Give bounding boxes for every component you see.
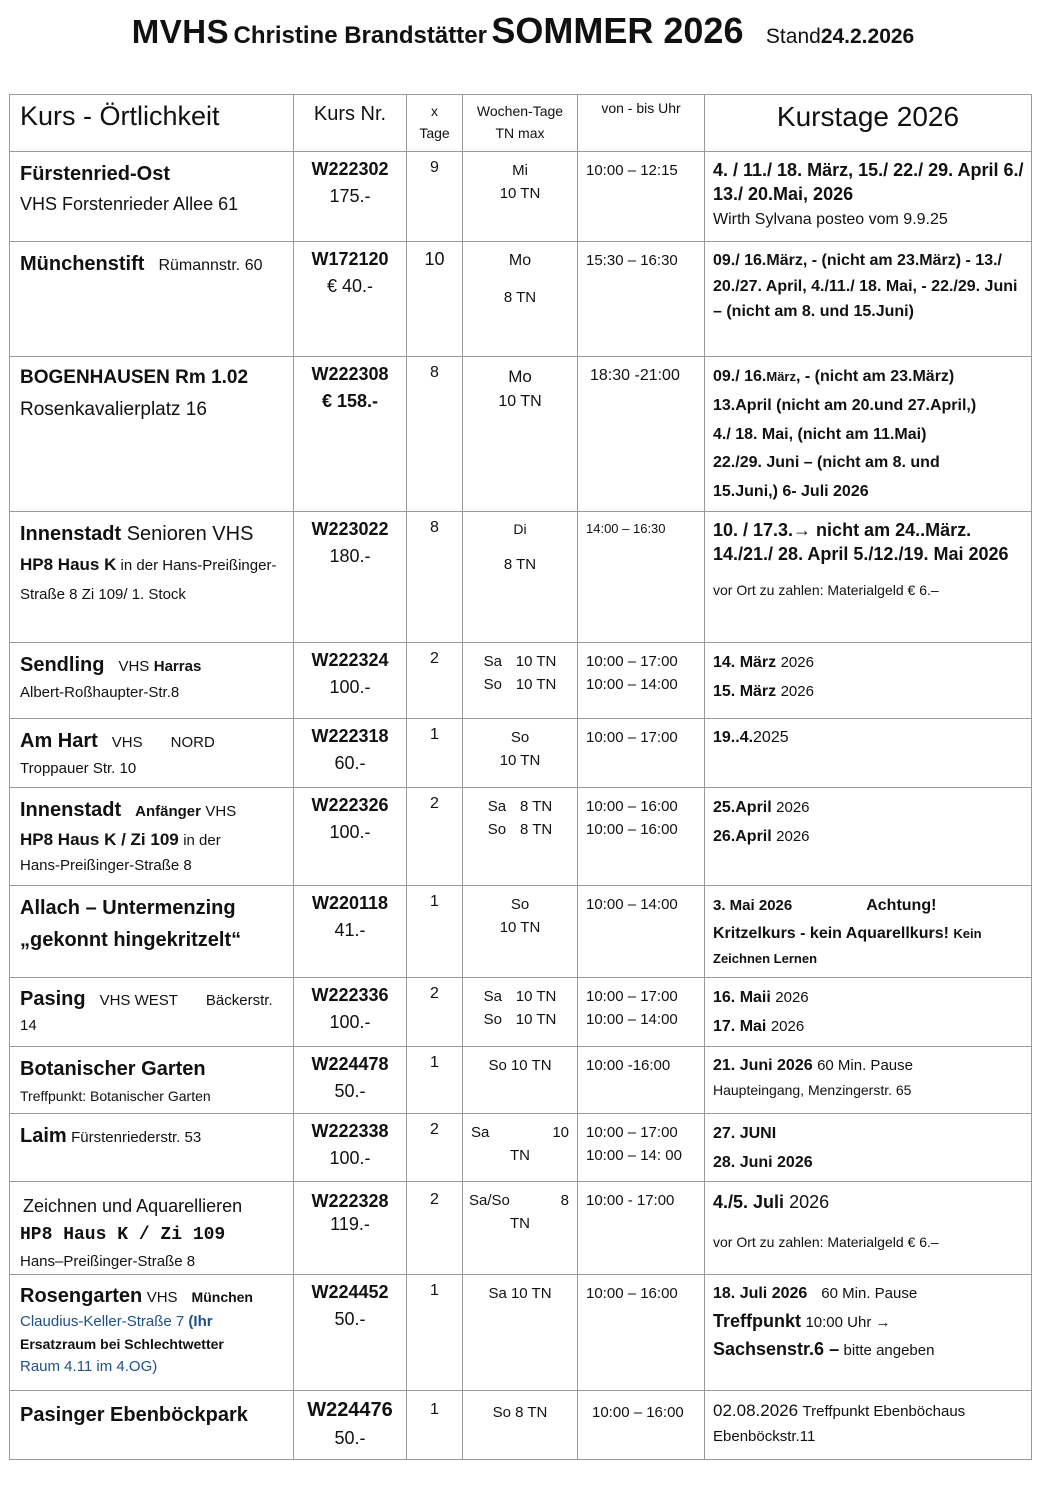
course-nr: W222308: [311, 364, 389, 384]
course-nr-cell: [294, 1391, 407, 1460]
dates-cell: [705, 978, 1032, 1047]
weekday-cell: [463, 1114, 578, 1182]
weekday-cell: [463, 357, 578, 512]
time-range: 10:00 – 12:15: [578, 152, 705, 242]
time-range-2: 10:00 – 16:00: [586, 821, 678, 839]
location-cell: [10, 1114, 294, 1182]
header-time: von - bis Uhr: [578, 95, 705, 152]
course-nr-cell: [294, 357, 407, 512]
location-cell: [10, 1275, 294, 1391]
table-row: [10, 1047, 1032, 1114]
weekday: Mi: [512, 162, 528, 179]
tn-max: 10 TN: [499, 919, 541, 937]
date-2: 17. Mai: [713, 1017, 767, 1035]
location-title: Botanischer Garten: [20, 1058, 206, 1080]
time-range-1: 10:00 – 17:00: [586, 988, 678, 1005]
course-nr: W222336: [311, 985, 389, 1005]
tn-max-1: 8 TN: [519, 798, 553, 815]
dates-cell: [705, 512, 1032, 643]
table-row: [10, 886, 1032, 978]
table-row: [10, 152, 1032, 242]
location-level: Anfänger: [135, 803, 201, 820]
header-weekdays: [463, 95, 578, 152]
tn-max-2: TN: [510, 1147, 530, 1165]
date-1: 21. Juni 2026: [713, 1057, 813, 1074]
time-cell: [578, 788, 705, 886]
title-date: 24.2.2026: [820, 25, 915, 48]
weekday-1: Sa/So: [469, 1192, 510, 1209]
course-note-2: Kein Zeichnen Lernen: [713, 925, 982, 967]
course-nr: W224478: [311, 1054, 389, 1074]
header-location: Kurs - Örtlichkeit: [10, 95, 294, 152]
location-title: Allach – Untermenzing: [20, 897, 236, 919]
location-cell: [10, 357, 294, 512]
course-price: 50.-: [334, 1428, 366, 1448]
header-x: [407, 95, 463, 152]
course-nr: W222326: [311, 795, 389, 815]
location-title: Münchenstift: [20, 253, 145, 275]
weekday-cell: [463, 1182, 578, 1275]
table-row: [10, 512, 1032, 643]
time-cell: [578, 643, 705, 719]
location-note: Ersatzraum bei Schlechtwetter: [20, 1335, 224, 1352]
location-cell: [10, 242, 294, 357]
location-title: Sendling: [20, 654, 105, 676]
location-address: Bäckerstr. 14: [20, 992, 273, 1034]
dates-cell: [705, 1047, 1032, 1114]
meeting-point: Treffpunkt Ebenböchaus: [802, 1403, 966, 1420]
course-note: vor Ort zu zahlen: Materialgeld € 6.–: [713, 1233, 939, 1250]
dates-cell: [705, 643, 1032, 719]
weekday: So: [510, 729, 530, 746]
days-count: 1: [407, 886, 463, 978]
header-tnmax-label: TN max: [495, 125, 545, 142]
weekday-2: So: [483, 676, 502, 694]
location-address: VHS Forstenrieder Allee 61: [20, 194, 239, 214]
time-range: 18:30 -21:00: [578, 357, 705, 512]
course-price: 50.-: [334, 1081, 366, 1101]
time-range: 10:00 – 14:00: [578, 886, 705, 978]
course-price: 60.-: [334, 753, 366, 773]
time-range-2: 10:00 – 14:00: [586, 676, 678, 694]
location-vhs: VHS: [205, 803, 237, 820]
weekday-2: So: [487, 821, 507, 839]
location-vhs: VHS: [111, 734, 143, 751]
header-tage-label: Tage: [419, 125, 450, 142]
location-cell: [10, 978, 294, 1047]
dates-cell: [705, 788, 1032, 886]
title-teacher: Christine Brandstätter: [233, 22, 487, 49]
course-price: € 40.-: [326, 276, 374, 296]
weekday-cell: [463, 643, 578, 719]
course-price: 175.-: [329, 186, 371, 206]
course-price: 119.-: [330, 1214, 370, 1235]
location-address: in der Hans-Preißinger-Straße 8 Zi 109/ 1. Stock: [20, 557, 277, 603]
location-title: BOGENHAUSEN Rm 1.02: [20, 367, 249, 388]
course-nr-cell: [294, 1275, 407, 1391]
time-range-1: 10:00 – 17:00: [586, 1124, 678, 1141]
meeting-address: Ebenböckstr.11: [713, 1427, 816, 1445]
location-title: Pasing: [20, 988, 86, 1010]
header-weekdays-label: Wochen-Tage: [476, 103, 564, 119]
weekday-cell: [463, 1047, 578, 1114]
date-2-year: 2026: [776, 827, 810, 845]
dates-cell: [705, 357, 1032, 512]
course-nr: W222328: [311, 1191, 389, 1211]
days-count: 8: [407, 357, 463, 512]
course-nr: W224476: [307, 1399, 393, 1421]
location-vhs: VHS: [146, 1289, 178, 1306]
location-note-open: (Ihr: [188, 1313, 213, 1330]
dates-cell: [705, 1182, 1032, 1275]
dates-cell: [705, 1275, 1032, 1391]
location-address: Troppauer Str. 10: [20, 760, 137, 777]
time-cell: [578, 1114, 705, 1182]
course-nr-cell: [294, 1114, 407, 1182]
location-address: Rosenkavalierplatz 16: [20, 399, 207, 421]
location-district: NORD: [170, 734, 215, 751]
location-cell: [10, 1182, 294, 1275]
location-cell: [10, 152, 294, 242]
time-range: 14:00 – 16:30: [578, 512, 705, 643]
location-cell: [10, 788, 294, 886]
meeting-time: 10:00 Uhr →: [805, 1313, 891, 1331]
location-address: Rümannstr. 60: [158, 257, 263, 274]
location-district: Harras: [153, 658, 202, 675]
weekday-cell: [463, 1391, 578, 1460]
weekday-cell: [463, 719, 578, 788]
location-title: Am Hart: [20, 730, 98, 752]
course-nr: W222318: [311, 726, 389, 746]
date-1: 19..4.: [713, 729, 754, 746]
tn-max-2: TN: [510, 1215, 530, 1233]
weekday-cell: [463, 788, 578, 886]
dates-line-2: 14./21./ 28. April 5./12./19. Mai 2026: [713, 544, 1009, 565]
location-meetingpoint: Treffpunkt: Botanischer Garten: [20, 1088, 211, 1104]
meeting-address: Sachsenstr.6 –: [713, 1339, 840, 1360]
dates-line-1: 10. / 17.3.→ nicht am 24..März.: [713, 520, 972, 540]
dates-line-4: 22./29. Juni – (nicht am 8. und: [713, 454, 940, 472]
pause-note: 60 Min. Pause: [821, 1285, 918, 1302]
days-count: 8: [407, 512, 463, 643]
date-1-year: 2026: [776, 799, 810, 816]
time-range: 10:00 – 16:00: [578, 1391, 705, 1460]
course-nr-cell: [294, 242, 407, 357]
days-count: 10: [407, 242, 463, 357]
table-header-row: [10, 95, 1032, 152]
location-subtitle: „gekonnt hingekritzelt“: [20, 929, 242, 951]
location-cell: [10, 643, 294, 719]
weekday-cell: [463, 978, 578, 1047]
course-nr: W220118: [311, 893, 389, 913]
course-price: 100.-: [329, 1012, 371, 1032]
location-subtitle: Senioren VHS: [126, 523, 254, 545]
date-2: 15. März: [713, 682, 777, 700]
title-stand: Stand: [765, 25, 821, 48]
date-1: 25.April: [713, 799, 772, 816]
location-address: Hans-Preißinger-Straße 8: [20, 856, 192, 874]
weekday-1: Sa: [471, 1124, 490, 1141]
table-row: [10, 1114, 1032, 1182]
time-range-2: 10:00 – 14:00: [586, 1011, 678, 1029]
dates-cell: [705, 1391, 1032, 1460]
time-range: 10:00 -16:00: [578, 1047, 705, 1114]
location-in: in der: [183, 832, 221, 849]
weekday-cell: [463, 1275, 578, 1391]
days-count: 2: [407, 1114, 463, 1182]
course-nr-cell: [294, 1047, 407, 1114]
tn-max: 10 TN: [499, 185, 541, 203]
date-2: 26.April: [713, 827, 772, 845]
date-2-year: 2026: [770, 1017, 805, 1035]
location-cell: [10, 886, 294, 978]
title-org: MVHS: [131, 13, 230, 50]
meeting-point: Haupteingang, Menzingerstr. 65: [713, 1081, 912, 1098]
dates-line-5: 15.Juni,) 6- Juli 2026: [713, 483, 869, 501]
document-title: [0, 10, 1046, 52]
days-count: 1: [407, 1047, 463, 1114]
dates-cell: [705, 152, 1032, 242]
course-dates: 4. / 11./ 18. März, 15./ 22./ 29. April 6./ 13./ 20.Mai, 2026: [713, 160, 1024, 205]
table-row: [10, 1275, 1032, 1391]
course-price: 100.-: [329, 1148, 371, 1168]
dates-line-3: 4./ 18. Mai, (nicht am 11.Mai): [713, 425, 927, 443]
dates-cell: [705, 1114, 1032, 1182]
days-count: 1: [407, 1275, 463, 1391]
date-1: 02.08.2026: [713, 1401, 799, 1420]
location-room: Raum 4.11 im 4.OG): [20, 1358, 158, 1375]
location-vhs: VHS: [118, 658, 150, 675]
location-title: Innenstadt: [20, 523, 122, 545]
weekday-2: So: [483, 1011, 502, 1029]
weekday-cell: [463, 242, 578, 357]
time-range-1: 10:00 – 17:00: [586, 653, 678, 670]
table-row: [10, 788, 1032, 886]
course-nr: W224452: [311, 1282, 389, 1302]
tn-max-2: 8 TN: [519, 821, 553, 839]
time-range: 10:00 – 17:00: [578, 719, 705, 788]
dates-line-1c: , - (nicht am 23.März): [796, 368, 955, 385]
time-range: 10:00 – 16:00: [578, 1275, 705, 1391]
course-note: Kritzelkurs - kein Aquarellkurs!: [713, 924, 949, 942]
date-2: 28. Juni 2026: [713, 1153, 813, 1171]
location-city: München: [191, 1289, 253, 1305]
dates-line-2: 13.April (nicht am 20.und 27.April,): [713, 396, 977, 414]
course-nr-cell: [294, 719, 407, 788]
weekday-1: Sa: [483, 988, 502, 1005]
location-title: Rosengarten: [20, 1285, 143, 1307]
location-title: Fürstenried-Ost: [20, 163, 171, 185]
location-building: HP8 Haus K / Zi 109: [20, 1224, 226, 1245]
course-note: Wirth Sylvana posteo vom 9.9.25: [713, 210, 948, 228]
date-1: 16. Maii: [713, 989, 771, 1006]
table-row: [10, 978, 1032, 1047]
course-price: 180.-: [329, 546, 371, 566]
location-title: Laim: [20, 1125, 67, 1147]
table-row: [10, 1182, 1032, 1275]
meeting-label: Treffpunkt: [713, 1310, 801, 1331]
course-nr: W172120: [311, 249, 389, 269]
days-count: 1: [407, 1391, 463, 1460]
tn-max: 10 TN: [499, 752, 541, 770]
course-nr: W222324: [311, 650, 389, 670]
table-row: [10, 357, 1032, 512]
date-1: 18. Juli 2026: [713, 1285, 808, 1302]
tn-max: 8 TN: [503, 288, 537, 306]
course-nr-cell: [294, 886, 407, 978]
course-price: 100.-: [329, 822, 371, 842]
weekday-cell: [463, 152, 578, 242]
course-note: 60 Min. Pause: [817, 1057, 913, 1074]
location-cell: [10, 1047, 294, 1114]
date-1: 4./5. Juli: [713, 1192, 785, 1212]
location-title: Zeichnen und Aquarellieren: [23, 1196, 243, 1216]
days-count: 2: [407, 788, 463, 886]
dates-cell: [705, 719, 1032, 788]
dates-line-1: [713, 363, 1025, 392]
dates-cell: [705, 886, 1032, 978]
course-nr-cell: [294, 788, 407, 886]
location-title: Innenstadt: [20, 799, 122, 821]
weekday: So 10 TN: [488, 1057, 552, 1074]
days-count: 1: [407, 719, 463, 788]
dates-cell: [705, 242, 1032, 357]
weekday: Sa 10 TN: [488, 1285, 552, 1302]
date-1: 3. Mai 2026: [713, 897, 793, 914]
location-address: Hans–Preißinger-Straße 8: [20, 1252, 196, 1270]
dates-line-1a: 09./ 16.: [713, 368, 767, 385]
weekday-1: Sa: [483, 653, 502, 670]
location-cell: [10, 512, 294, 643]
course-dates: 09./ 16.März, - (nicht am 23.März) - 13./ 20./27. April, 4./11./ 18. Mai, - 22./29. Juni – (nicht am 8. und 15.Juni): [713, 252, 1018, 321]
days-count: 2: [407, 978, 463, 1047]
location-address: Claudius-Keller-Straße 7: [20, 1313, 185, 1330]
date-2-year: 2026: [780, 682, 814, 700]
tn-max: 10 TN: [498, 393, 542, 411]
date-1: 27. JUNI: [713, 1125, 777, 1142]
date-1-year: 2026: [775, 989, 809, 1006]
course-price: 50.-: [334, 1309, 366, 1329]
table-row: [10, 719, 1032, 788]
tn-max: 8 TN: [503, 555, 537, 573]
date-1-year: 2026: [780, 654, 814, 671]
location-address: Albert-Roßhaupter-Str.8: [20, 684, 180, 701]
course-note: vor Ort zu zahlen: Materialgeld € 6.–: [713, 581, 939, 598]
course-table: [9, 94, 1032, 1460]
course-nr: W222338: [311, 1121, 389, 1141]
location-vhs: VHS WEST: [99, 992, 178, 1009]
time-range-2: 10:00 – 14: 00: [586, 1147, 682, 1165]
course-nr-cell: [294, 1182, 407, 1275]
course-price: € 158.-: [321, 391, 379, 411]
time-cell: [578, 978, 705, 1047]
weekday-1: Sa: [487, 798, 507, 815]
course-nr-cell: [294, 978, 407, 1047]
course-price: 100.-: [329, 677, 371, 697]
meeting-note: bitte angeben: [843, 1342, 935, 1360]
days-count: 2: [407, 643, 463, 719]
weekday: Di: [513, 521, 527, 537]
days-count: 9: [407, 152, 463, 242]
course-nr-cell: [294, 643, 407, 719]
table-row: [10, 643, 1032, 719]
table-row: [10, 1391, 1032, 1460]
tn-max-2: 10 TN: [515, 676, 557, 694]
course-price: 41.-: [334, 920, 366, 940]
header-x-label: x: [431, 103, 438, 119]
tn-max-2: 10 TN: [515, 1011, 557, 1029]
time-range: 15:30 – 16:30: [578, 242, 705, 357]
attention-note: Achtung!: [866, 897, 937, 914]
time-range: 10:00 - 17:00: [578, 1182, 705, 1275]
weekday: Mo: [508, 367, 532, 386]
tn-max-1: 10 TN: [515, 988, 557, 1005]
header-kurstage: Kurstage 2026: [705, 95, 1032, 152]
weekday: So: [510, 896, 530, 913]
dates-line-1b: März: [766, 369, 796, 384]
header-nr: Kurs Nr.: [294, 95, 407, 152]
table-row: [10, 242, 1032, 357]
date-1-year: 2025: [753, 729, 789, 746]
weekday: So 8 TN: [492, 1404, 548, 1421]
time-range-1: 10:00 – 16:00: [586, 798, 678, 815]
weekday-cell: [463, 886, 578, 978]
date-1-year: 2026: [789, 1192, 830, 1212]
tn-max-1: 8: [560, 1192, 569, 1209]
course-nr: W222302: [311, 159, 389, 179]
location-title: Pasinger Ebenböckpark: [20, 1404, 248, 1426]
days-count: 2: [407, 1182, 463, 1275]
tn-max-1: 10: [552, 1124, 569, 1141]
weekday-cell: [463, 512, 578, 643]
location-cell: [10, 1391, 294, 1460]
tn-max-1: 10 TN: [515, 653, 557, 670]
course-nr-cell: [294, 512, 407, 643]
course-nr: W223022: [311, 519, 389, 539]
weekday: Mo: [508, 252, 532, 269]
title-season: SOMMER 2026: [491, 10, 744, 51]
location-building: HP8 Haus K / Zi 109: [20, 830, 179, 849]
location-cell: [10, 719, 294, 788]
location-address: Fürstenriederstr. 53: [71, 1129, 202, 1146]
location-building: HP8 Haus K: [20, 555, 117, 574]
course-nr-cell: [294, 152, 407, 242]
date-1: 14. März: [713, 654, 777, 671]
